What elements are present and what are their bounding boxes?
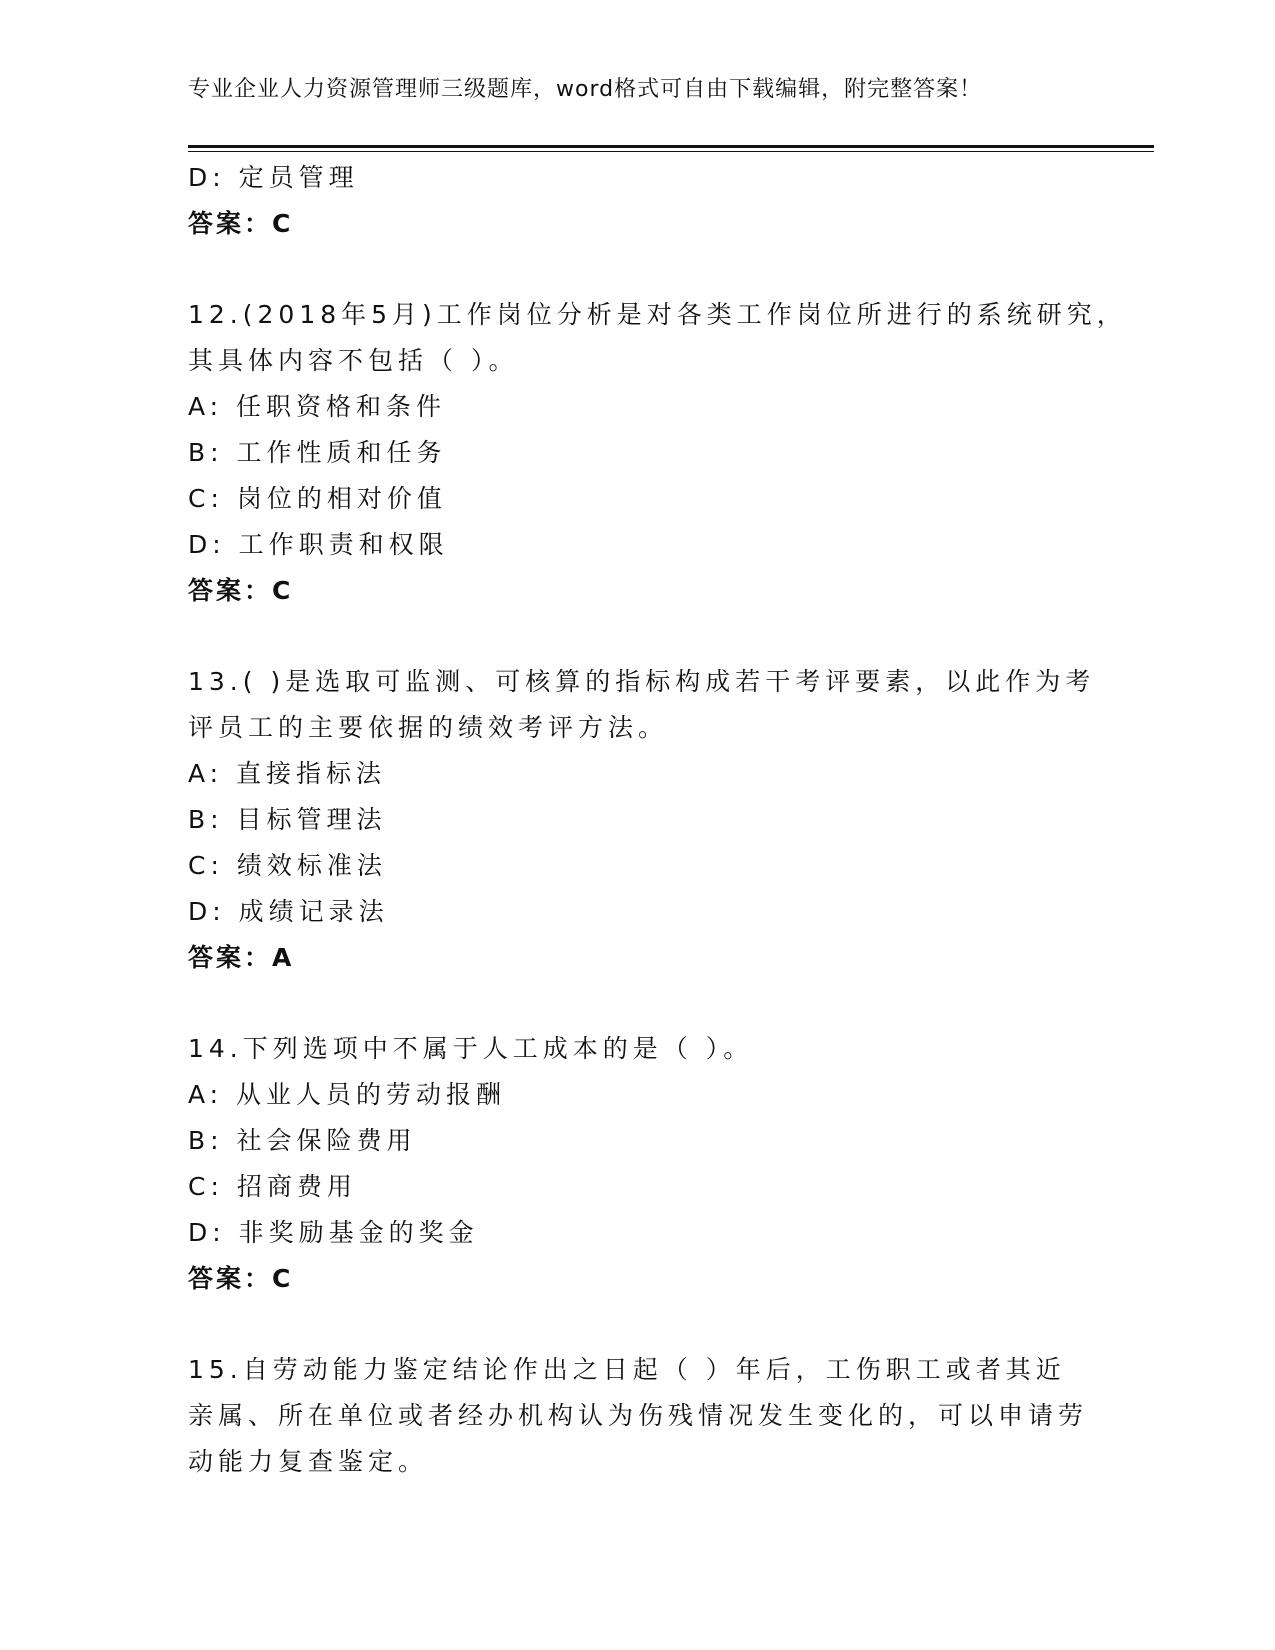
question-15 — [188, 1347, 1088, 1485]
question-stem-line: 其具体内容不包括（ ）。 — [188, 346, 519, 375]
header-rule-thick — [188, 145, 1154, 148]
question-stem-line: 14.下列选项中不属于人工成本的是（ ）。 — [188, 1034, 754, 1063]
option-d: D: 非奖励基金的奖金 — [188, 1218, 479, 1247]
answer-line: 答案：C — [188, 1264, 294, 1293]
question-14 — [188, 1026, 1088, 1302]
question-list — [188, 155, 1127, 1485]
option-a: A: 任职资格和条件 — [188, 392, 447, 421]
option-a: A: 从业人员的劳动报酬 — [188, 1080, 507, 1109]
question-stem-line: 15.自劳动能力鉴定结论作出之日起（ ）年后，工伤职工或者其近 — [188, 1355, 1066, 1384]
question-stem-line: 亲属、所在单位或者经办机构认为伤残情况发生变化的，可以申请劳 — [188, 1401, 1089, 1430]
option-a: A: 直接指标法 — [188, 759, 387, 788]
header-rule-thin — [188, 151, 1154, 152]
option-b: B: 工作性质和任务 — [188, 438, 447, 467]
option-b: B: 目标管理法 — [188, 805, 387, 834]
question-stem-line: 动能力复查鉴定。 — [188, 1447, 429, 1476]
option-c: C: 招商费用 — [188, 1172, 357, 1201]
option-d: D: 工作职责和权限 — [188, 530, 449, 559]
question-12 — [188, 292, 1127, 614]
option-d: D: 成绩记录法 — [188, 897, 389, 926]
option-c: C: 绩效标准法 — [188, 851, 387, 880]
answer-line: 答案：C — [188, 209, 294, 238]
question-stem-line: 12.(2018年5月)工作岗位分析是对各类工作岗位所进行的系统研究， — [188, 300, 1127, 329]
answer-line: 答案：C — [188, 576, 294, 605]
option-d: D: 定员管理 — [188, 163, 359, 192]
question-stem-line: 评员工的主要依据的绩效考评方法。 — [188, 713, 669, 742]
page-header: 专业企业人力资源管理师三级题库，word格式可自由下载编辑，附完整答案！ — [188, 77, 983, 102]
spacer — [188, 981, 1088, 1026]
spacer — [188, 614, 1088, 659]
question-stem-line: 13.( )是选取可监测、可核算的指标构成若干考评要素，以此作为考 — [188, 667, 1096, 696]
question-13 — [188, 659, 1096, 981]
answer-line: 答案：A — [188, 943, 295, 972]
option-c: C: 岗位的相对价值 — [188, 484, 447, 513]
option-b: B: 社会保险费用 — [188, 1126, 417, 1155]
spacer — [188, 1302, 1088, 1347]
spacer — [188, 247, 1088, 292]
